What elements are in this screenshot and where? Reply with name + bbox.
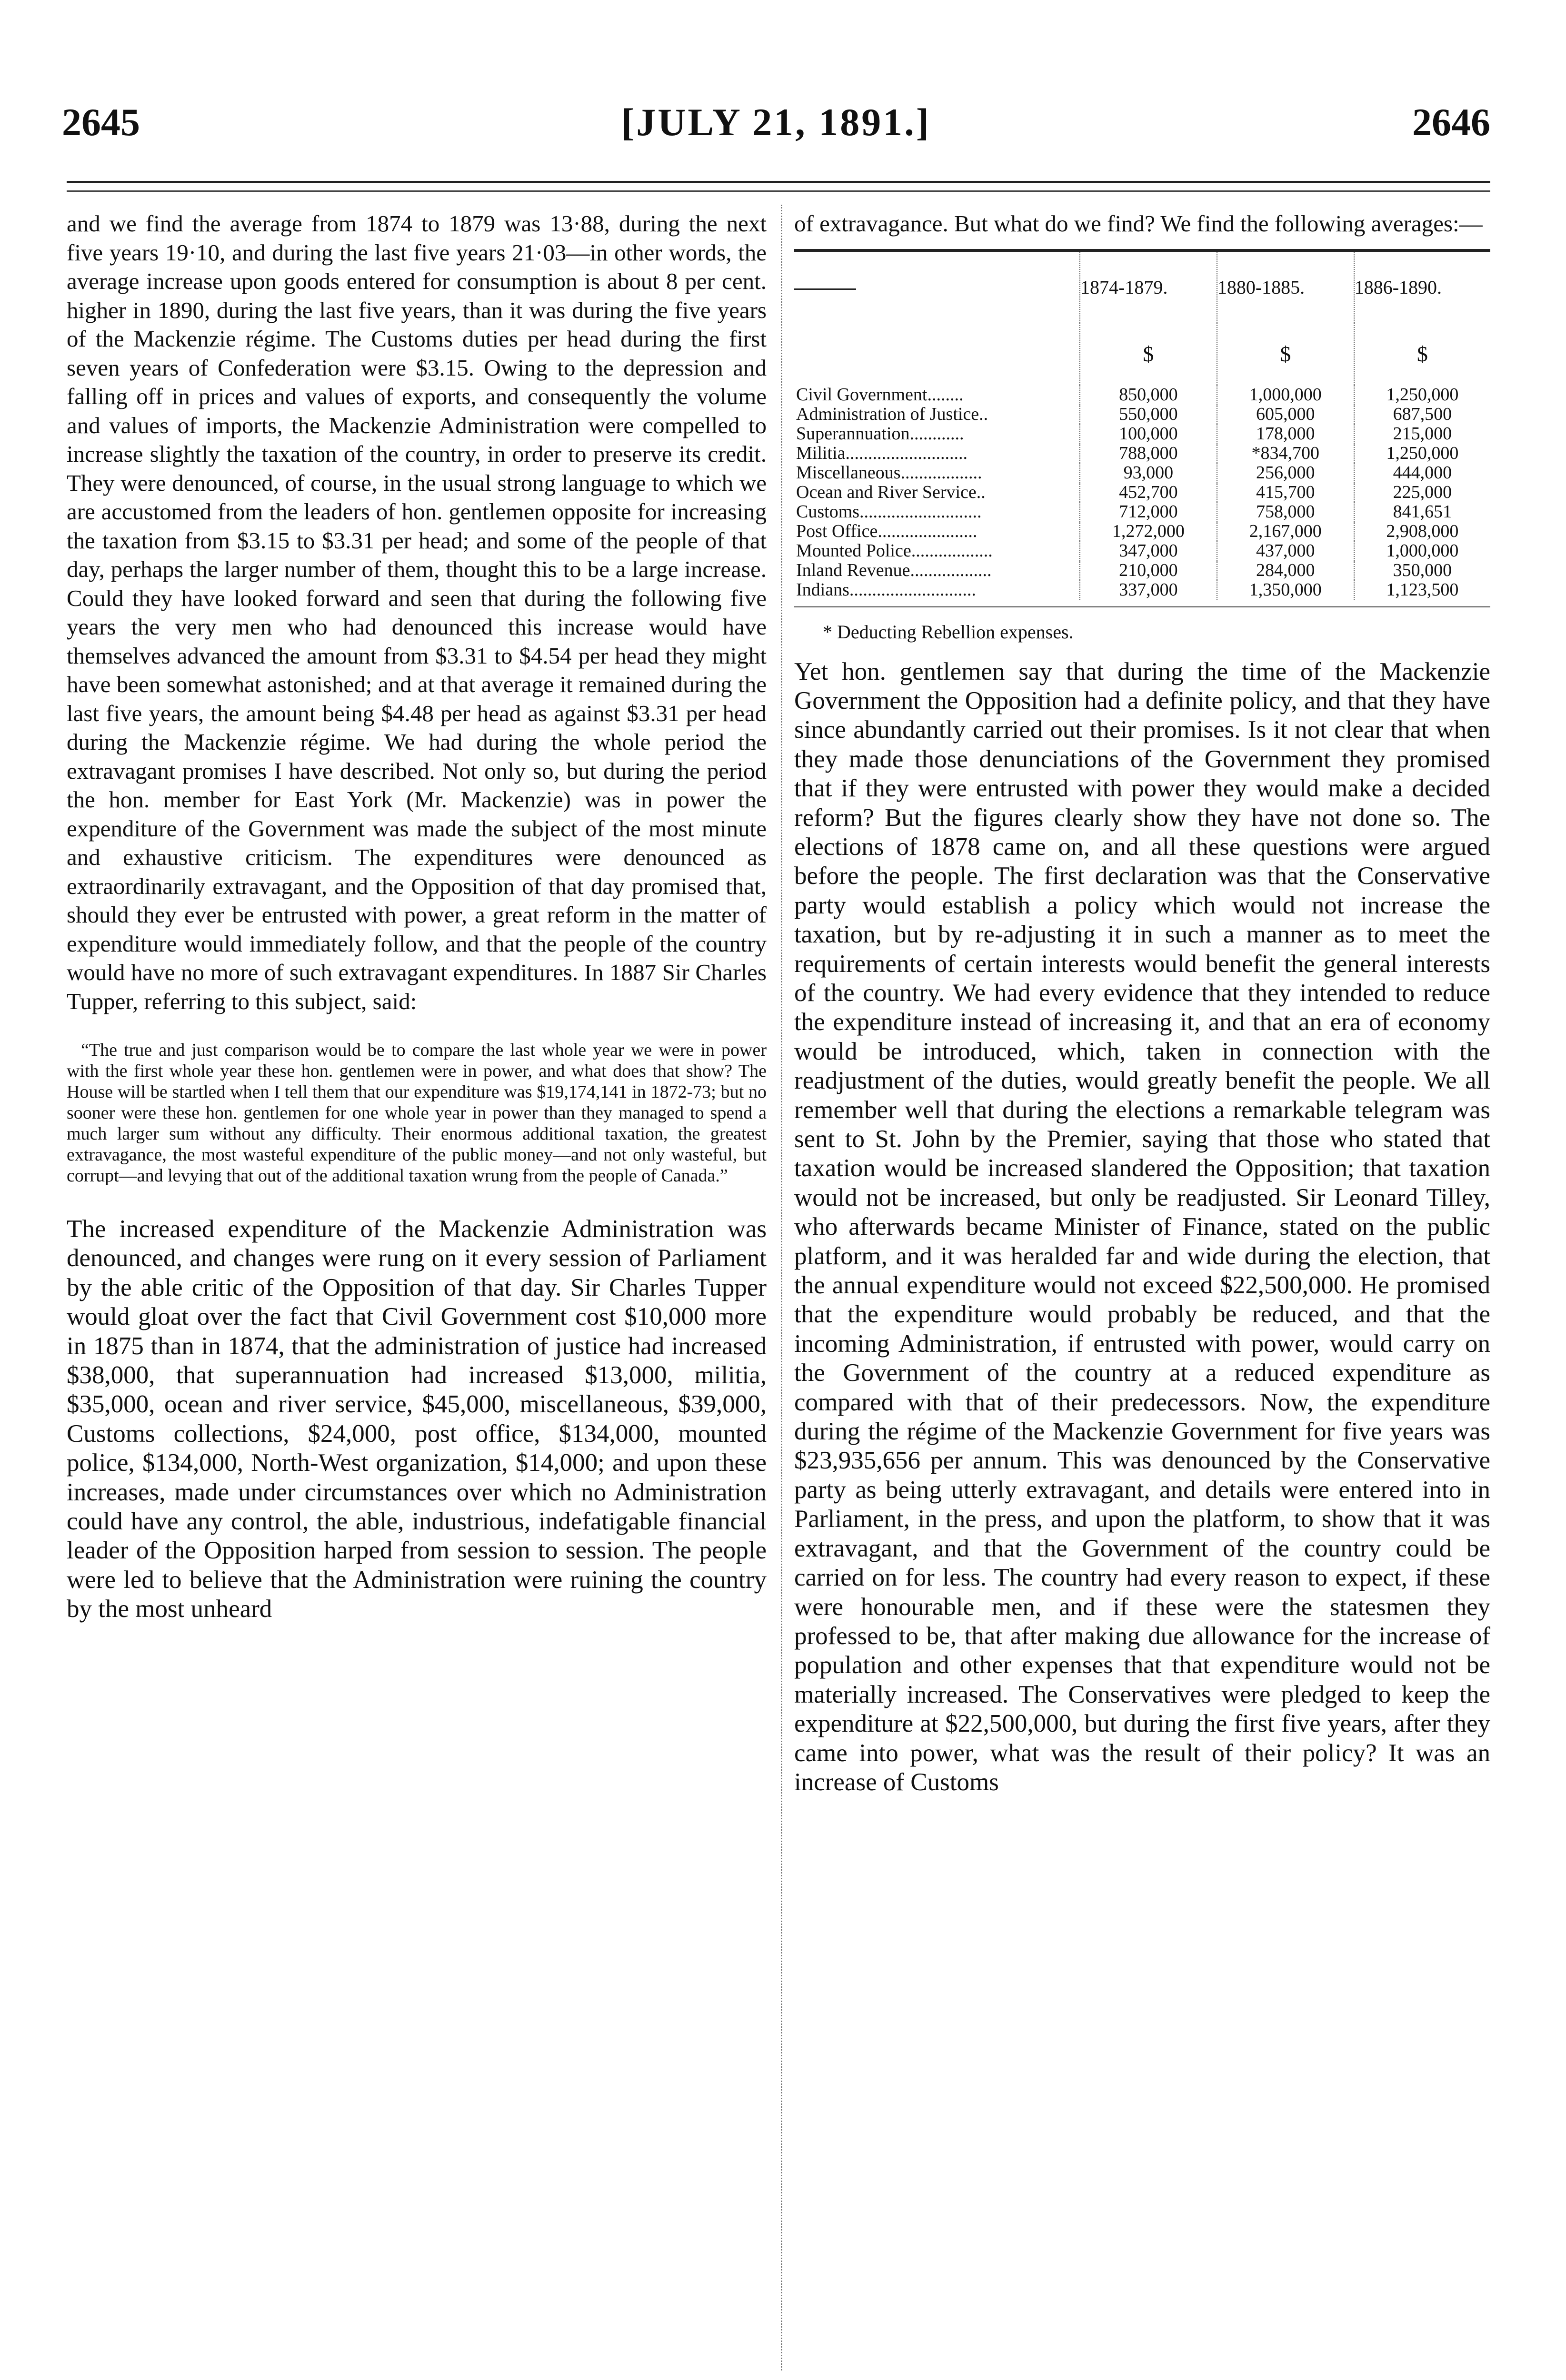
unit-blank [794, 323, 1080, 385]
row-value: 225,000 [1354, 483, 1490, 502]
header-rule-double [67, 190, 1490, 192]
row-label: Mounted Police.................. [796, 540, 993, 561]
row-value: 605,000 [1217, 405, 1354, 424]
row-value: 452,700 [1080, 483, 1217, 502]
page-number-right: 2646 [1412, 100, 1490, 144]
row-label: Indians............................ [796, 579, 976, 600]
column-header: 1880-1885. [1217, 252, 1354, 323]
row-label: Administration of Justice.. [796, 404, 988, 424]
left-paragraph-1: and we find the average from 1874 to 1879 was 13·88, during the next five years 19·10, and during the last five years 21·03—in other words, the average increase upon goods entered for consumption is about 8 per cent. higher in 1890, during the last five years, than it was during the five years of the Mackenzie régime. The Customs duties per head during the first seven years of Confederation were $3.15. Owing to the depression and falling off in prices and values of exports, and consequently the volume and values of imports, the Mackenzie Administration were compelled to increase slightly the taxation of the country, in order to preserve its credit. They were denounced, of course, in the usual strong language to which we are accustomed from the leaders of hon. gentlemen opposite for increasing the taxation from $3.15 to $3.31 per head; and some of the people of that day, perhaps the larger number of them, thought this to be a large increase. Could they have looked forward and seen that during the following five years the very men who had denounced this increase would have themselves advanced the amount from $3.31 to $4.54 per head they might have been somewhat astonished; and at that average it remained during the last five years, the amount being $4.48 per head as against $3.31 per head during the Mackenzie régime. We had during the whole period the extravagant promises I have described. Not only so, but during the period the hon. member for East York (Mr. Mackenzie) was in power the expenditure of the Government was made the subject of the most minute and exhaustive criticism. The expenditures were denounced as extraordinarily extravagant, and the Opposition of that day promised that, should they ever be entrusted with power, a great reform in the matter of expenditure would immediately follow, and that the people of the country would have no more of such extravagant expenditures. In 1887 Sir Charles Tupper, referring to this subject, said: [67, 210, 767, 1014]
row-value: 415,700 [1217, 483, 1354, 502]
row-value: 337,000 [1080, 580, 1217, 600]
table-row [794, 502, 1490, 522]
unit-row [794, 323, 1490, 385]
row-value: 1,000,000 [1217, 385, 1354, 405]
row-label: Civil Government........ [796, 384, 964, 405]
row-value: 437,000 [1217, 541, 1354, 561]
column-header: 1874-1879. [1080, 252, 1217, 323]
row-value: 210,000 [1080, 561, 1217, 580]
row-value: 93,000 [1080, 463, 1217, 483]
page-number-left: 2645 [62, 100, 140, 144]
header-rule [67, 181, 1490, 183]
row-value: 444,000 [1354, 463, 1490, 483]
row-value: 1,350,000 [1217, 580, 1354, 600]
left-paragraph-2: The increased expenditure of the Mackenzie Administration was denounced, and changes were rung on it every session of Parliament by the able critic of the Opposition of that day. Sir Charles Tupper would gloat over the fact that Civil Government cost $10,000 more in 1875 than in 1874, that the administration of justice had increased $38,000, that superannuation had increased $13,000, militia, $35,000, ocean and river service, $45,000, miscellaneous, $39,000, Customs collections, $24,000, post office, $134,000, mounted police, $134,000, North-West organization, $14,000; and upon these increases, made under circumstances over which no Administration could have any control, the able, industrious, indefatigable financial leader of the Opposition harped from session to session. The people were led to believe that the Administration were ruining the country by the most unheard [67, 1215, 767, 1623]
unit-cell: $ [1080, 323, 1217, 385]
row-value: 758,000 [1217, 502, 1354, 522]
column-divider [781, 205, 782, 2370]
row-value: 284,000 [1217, 561, 1354, 580]
table-row [794, 541, 1490, 561]
table-row [794, 522, 1490, 541]
row-value: 1,000,000 [1354, 541, 1490, 561]
averages-table-container [794, 249, 1490, 607]
row-label: Post Office...................... [796, 521, 978, 541]
row-value: 687,500 [1354, 405, 1490, 424]
row-value: 215,000 [1354, 424, 1490, 444]
averages-table [794, 252, 1490, 600]
row-value: 1,123,500 [1354, 580, 1490, 600]
right-paragraph: Yet hon. gentlemen say that during the time of the Mackenzie Government the Opposition had a definite policy, and that they have since abundantly carried out their promises. Is it not clear that when they made those denunciations of the Government they promised that if they were entrusted with power they would make a decided reform? But the figures clearly show they have not done so. The elections of 1878 came on, and all these questions were argued before the people. The first declaration was that the Conservative party would establish a policy which would not increase the taxation, but by re-adjusting it in such a manner as to meet the requirements of certain interests would benefit the general interests of the country. We had every evidence that they intended to reduce the expenditure instead of increasing it, and that an era of economy would be introduced, which, taken in connection with the readjustment of the duties, would greatly benefit the people. We all remember well that during the elections a remarkable telegram was sent to St. John by the Premier, saying that those who stated that taxation would be increased slandered the Opposition; that taxation would not be increased, but only be readjusted. Sir Leonard Tilley, who afterwards became Minister of Finance, stated on the public platform, and it was heralded far and wide during the election, that the annual expenditure would not exceed $22,500,000. He promised that the expenditure would probably be reduced, and that the incoming Administration, if entrusted with power, would carry on the Government of the country at a reduced expenditure as compared with that of their predecessors. Now, the expenditure during the régime of the Mackenzie Government for five years was $23,935,656 per annum. This was denounced by the Conservative party as being utterly extravagant, and details were entered into in Parliament, in the press, and upon the platform, to show that it was extravagant, and that the Government of the country could be carried on for less. The country had every reason to expect, if these were honourable men, and if these were the statesmen they professed to be, that after making due allowance for the increase of population and other expenses that that expenditure would not be materially increased. The Conservatives were pledged to keep the expenditure at $22,500,000, but during the first five years, after they came into power, what was the result of their policy? It was an increase of Customs [794, 657, 1490, 1796]
left-column [67, 209, 767, 1624]
unit-cell: $ [1354, 323, 1490, 385]
table-header-row [794, 252, 1490, 323]
row-label: Inland Revenue.................. [796, 560, 992, 580]
row-value: 2,167,000 [1217, 522, 1354, 541]
unit-cell: $ [1217, 323, 1354, 385]
row-label: Superannuation............ [796, 423, 964, 444]
table-row [794, 444, 1490, 463]
table-footnote: * Deducting Rebellion expenses. [823, 621, 1074, 643]
table-row [794, 483, 1490, 502]
row-value: 850,000 [1080, 385, 1217, 405]
table-row [794, 580, 1490, 600]
table-bottom-rule [794, 606, 1490, 607]
right-intro: of extravagance. But what do we find? We find the following averages:— [794, 210, 1483, 237]
row-value: 347,000 [1080, 541, 1217, 561]
row-value: 350,000 [1354, 561, 1490, 580]
header-dash [794, 252, 1080, 323]
table-row [794, 424, 1490, 444]
table-row [794, 463, 1490, 483]
row-label: Miscellaneous.................. [796, 462, 982, 483]
row-value: 788,000 [1080, 444, 1217, 463]
row-value: 256,000 [1217, 463, 1354, 483]
table-row [794, 561, 1490, 580]
row-value: 550,000 [1080, 405, 1217, 424]
right-column [794, 209, 1490, 1797]
page-header [62, 86, 1490, 143]
row-value: 178,000 [1217, 424, 1354, 444]
row-value: 1,250,000 [1354, 444, 1490, 463]
column-header: 1886-1890. [1354, 252, 1490, 323]
row-label: Ocean and River Service.. [796, 482, 986, 502]
row-value: 2,908,000 [1354, 522, 1490, 541]
table-body [794, 385, 1490, 600]
row-value: 1,272,000 [1080, 522, 1217, 541]
row-value: *834,700 [1217, 444, 1354, 463]
page-date: [JULY 21, 1891.] [621, 100, 931, 144]
tupper-quote: “The true and just comparison would be to compare the last whole year we were in power with the first whole year these hon. gentlemen were in power, and what does that show? The House will be startled when I tell them that our expenditure was $19,174,141 in 1872-73; but no sooner were these hon. gentlemen for one whole year in power than they managed to spend a much larger sum without any difficulty. Their enormous additional taxation, the greatest extravagance, the most wasteful expenditure of the public money—and not only wasteful, but corrupt—and levying that out of the additional taxation wrung from the people of Canada.” [67, 1040, 767, 1186]
table-row [794, 385, 1490, 405]
row-value: 100,000 [1080, 424, 1217, 444]
row-value: 1,250,000 [1354, 385, 1490, 405]
row-value: 712,000 [1080, 502, 1217, 522]
table-row [794, 405, 1490, 424]
row-label: Militia........................... [796, 443, 968, 463]
row-value: 841,651 [1354, 502, 1490, 522]
row-label: Customs........................... [796, 501, 982, 522]
